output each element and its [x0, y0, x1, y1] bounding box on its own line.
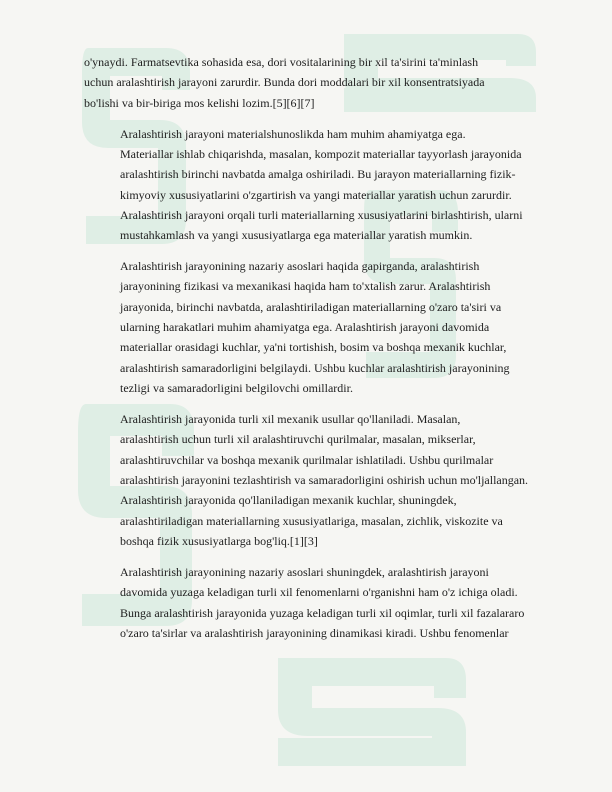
paragraph-line: jarayonida, birinchi navbatda, aralashtiriladigan materiallarning o'zaro ta'siri va: [120, 299, 502, 314]
paragraph-line: aralashtirish samaradorligini belgilaydi. Ushbu kuchlar aralashtirish jarayonining: [120, 360, 510, 375]
paragraph-line: uchun aralashtirish jarayoni zarurdir. Bunda dori moddalari bir xil konsentratsiyada: [84, 75, 485, 90]
paragraph-1: [84, 52, 560, 113]
paragraph-3: [84, 256, 560, 398]
paragraph-line: materiallar orasidagi kuchlar, ya'ni tortishish, bosim va boshqa mexanik kuchlar,: [120, 340, 507, 355]
paragraph-line: Aralashtirish jarayonida turli xil mexanik usullar qo'llaniladi. Masalan,: [120, 412, 461, 426]
paragraph-line: o'ynaydi. Farmatsevtika sohasida esa, dori vositalarining bir xil ta'sirini ta'minlash: [84, 55, 479, 69]
paragraph-line: aralashtirish uchun turli xil aralashtiruvchi qurilmalar, masalan, mikserlar,: [120, 432, 476, 447]
paragraph-line: tezligi va samaradorligini belgilovchi omillardir.: [120, 381, 353, 396]
paragraph-line: Aralashtirish jarayonining nazariy asoslari shuningdek, aralashtirish jarayoni: [120, 564, 489, 579]
paragraph-4: [84, 409, 560, 551]
paragraph-line: aralashtirish jarayonini tezlashtirish va samaradorligini oshirish uchun mo'ljallangan.: [120, 473, 529, 488]
paragraph-line: ularning harakatlari muhim ahamiyatga ega. Aralashtirish jarayoni davomida: [120, 320, 490, 335]
watermark-logo-icon: [260, 640, 480, 790]
paragraph-2: [84, 124, 560, 246]
paragraph-line: Aralashtirish jarayonida qo'llaniladigan mexanik kuchlar, shuningdek,: [120, 493, 457, 508]
paragraph-line: bo'lishi va bir-biriga mos kelishi lozim.[5][6][7]: [84, 95, 315, 110]
paragraph-line: boshqa fizik xususiyatlarga bog'liq.[1][3]: [120, 534, 318, 549]
paragraph-line: aralashtirish birinchi navbatda amalga oshiriladi. Bu jarayon materiallarning fizik-: [120, 167, 516, 182]
document-body: [84, 52, 560, 654]
paragraph-line: jarayonining fizikasi va mexanikasi haqida ham to'xtalish zarur. Aralashtirish: [120, 279, 491, 294]
paragraph-5: [84, 562, 560, 643]
paragraph-line: Aralashtirish jarayoni materialshunoslikda ham muhim ahamiyatga ega.: [120, 126, 466, 141]
paragraph-line: Aralashtirish jarayonining nazariy asoslari haqida gapirganda, aralashtirish: [120, 259, 480, 274]
paragraph-line: Aralashtirish jarayoni orqali turli materiallarning xususiyatlarini birlashtirish, ularni: [120, 207, 523, 222]
paragraph-line: kimyoviy xususiyatlarini o'zgartirish va yangi materiallar yaratish uchun zarurdir.: [120, 187, 512, 202]
paragraph-line: Bunga aralashtirish jarayonida yuzaga keladigan turli xil oqimlar, turli xil fazalararo: [120, 605, 525, 620]
paragraph-line: Materiallar ishlab chiqarishda, masalan, kompozit materiallar tayyorlash jarayonida: [120, 146, 522, 161]
paragraph-line: davomida yuzaga keladigan turli xil fenomenlarni o'rganishni ham o'z ichiga oladi.: [120, 585, 518, 600]
paragraph-line: o'zaro ta'sirlar va aralashtirish jarayonining dinamikasi kiradi. Ushbu fenomenlar: [120, 625, 509, 640]
paragraph-line: mustahkamlash va yangi xususiyatlarga ega materiallar yaratish mumkin.: [120, 228, 473, 243]
paragraph-line: aralashtiriladigan materiallarning xususiyatlariga, masalan, zichlik, viskozite va: [120, 513, 503, 528]
paragraph-line: aralashtiruvchilar va boshqa mexanik qurilmalar ishlatiladi. Ushbu qurilmalar: [120, 452, 494, 467]
